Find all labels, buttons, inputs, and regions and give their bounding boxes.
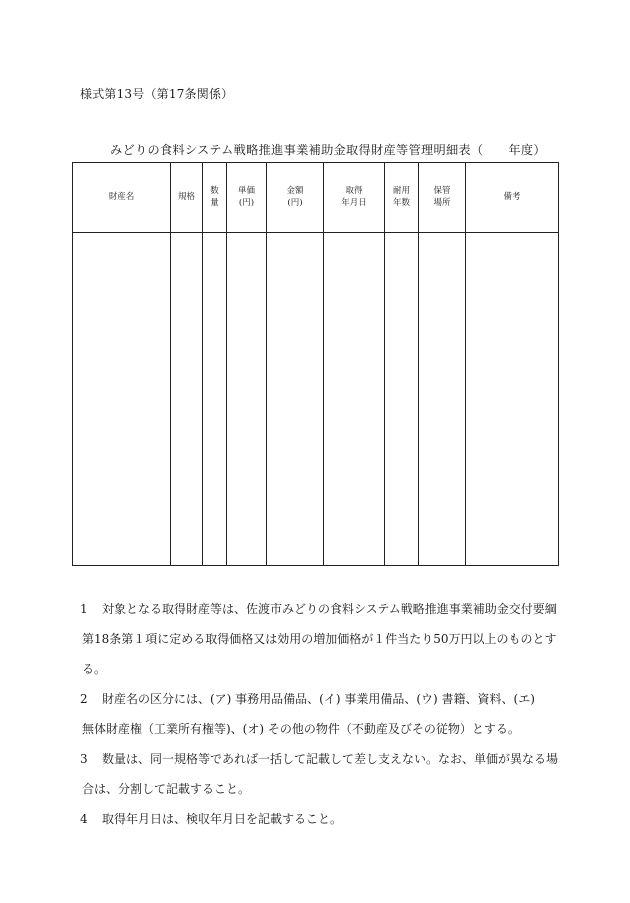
header-acquisition-date: 取得 年月日	[324, 163, 385, 233]
header-asset-name: 財産名	[73, 163, 171, 233]
note-item	[80, 744, 560, 804]
header-storage-location: 保管 場所	[419, 163, 466, 233]
cell-unit-price[interactable]	[227, 233, 267, 566]
notes-list	[80, 594, 560, 834]
cell-specification[interactable]	[171, 233, 203, 566]
cell-quantity[interactable]	[203, 233, 227, 566]
header-amount: 金額 (円)	[267, 163, 324, 233]
note-number: 1	[80, 602, 88, 616]
header-remarks: 備考	[466, 163, 559, 233]
note-text: 第18条第１項に定める取得価格又は効用の増加価格が１件当たり50万円以上のものとす	[82, 632, 557, 646]
asset-management-table	[72, 162, 559, 566]
cell-amount[interactable]	[267, 233, 324, 566]
note-number: 3	[80, 752, 88, 766]
note-text: る。	[82, 662, 107, 676]
note-text: 財産名の区分には、(ア) 事務用品備品、(イ) 事業用備品、(ウ) 書籍、資料、(エ)	[102, 692, 535, 706]
table-header-row	[73, 163, 559, 233]
note-item	[80, 594, 560, 684]
cell-useful-life[interactable]	[385, 233, 419, 566]
header-specification: 規格	[171, 163, 203, 233]
note-text: 合は、分割して記載すること。	[82, 782, 251, 796]
note-item	[80, 804, 560, 834]
cell-storage-location[interactable]	[419, 233, 466, 566]
cell-asset-name[interactable]	[73, 233, 171, 566]
header-quantity: 数 量	[203, 163, 227, 233]
cell-remarks[interactable]	[466, 233, 559, 566]
note-number: 4	[80, 812, 88, 826]
form-number: 様式第13号（第17条関係）	[80, 87, 234, 101]
note-text: 取得年月日は、検収年月日を記載すること。	[102, 812, 343, 826]
note-text: 無体財産権（工業所有権等)、(オ) その他の物件（不動産及びその従物）とする。	[82, 722, 520, 736]
header-unit-price: 単価 (円)	[227, 163, 267, 233]
note-text: 対象となる取得財産等は、佐渡市みどりの食料システム戦略推進事業補助金交付要綱	[102, 602, 557, 616]
document-title: みどりの食料システム戦略推進事業補助金取得財産等管理明細表（ 年度）	[110, 143, 546, 157]
header-useful-life: 耐用 年数	[385, 163, 419, 233]
cell-acquisition-date[interactable]	[324, 233, 385, 566]
table-row	[73, 233, 559, 566]
note-item	[80, 684, 560, 744]
note-number: 2	[80, 692, 88, 706]
note-text: 数量は、同一規格等であれば一括して記載して差し支えない。なお、単価が異なる場	[102, 752, 559, 766]
